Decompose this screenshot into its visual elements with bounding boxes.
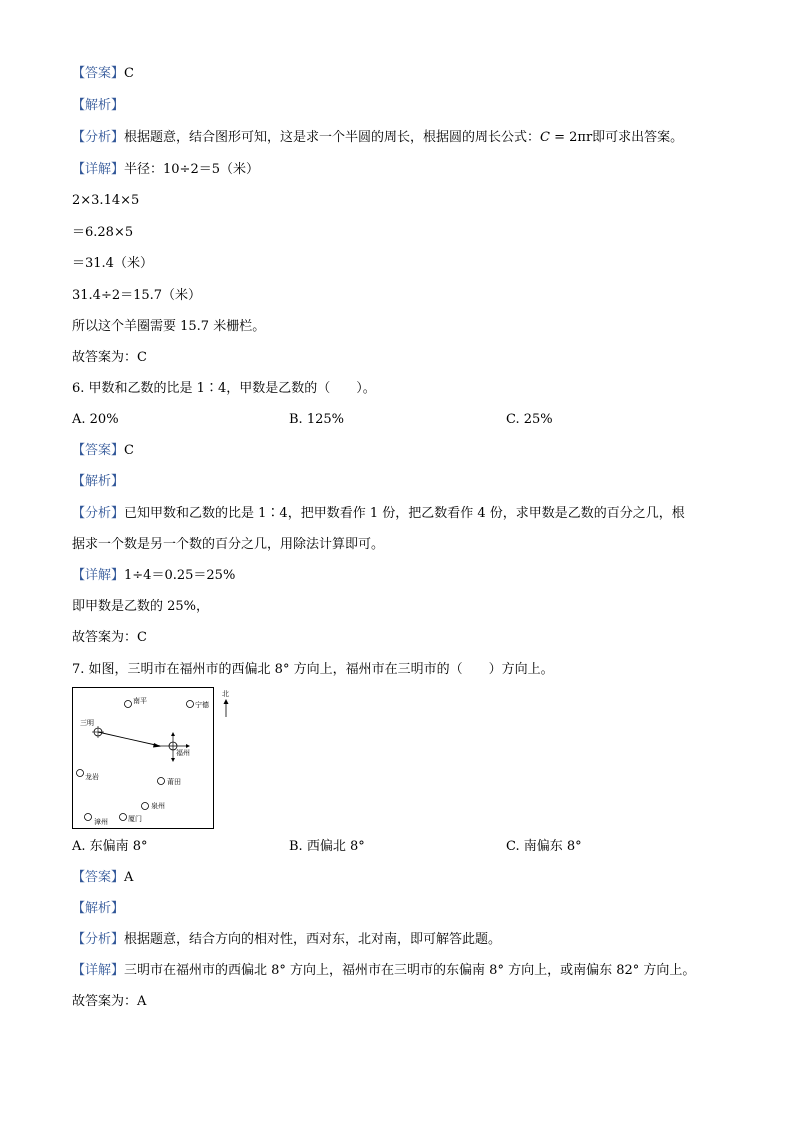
q5-detail-line — [72, 160, 259, 180]
sanming-label: 三明 — [80, 719, 94, 727]
longyan-label: 龙岩 — [85, 773, 99, 781]
q6-detail-line — [72, 566, 235, 586]
q7-option-a: A. 东偏南 8° — [72, 839, 148, 854]
direction-map — [72, 687, 242, 831]
fenxi-tag: 【分析】 — [72, 130, 125, 145]
q7-fenxi-line — [72, 930, 501, 950]
q5-detail-1: 半径：10÷2＝5（米） — [124, 162, 259, 177]
xiangjie-tag: 【详解】 — [72, 963, 125, 978]
q6-option-a: A. 20% — [72, 412, 119, 427]
q6-fenxi-line — [72, 504, 685, 524]
q6-fenxi-2: 据求一个数是另一个数的百分之几，用除法计算即可。 — [72, 537, 385, 552]
q6-answer: C — [124, 443, 134, 458]
q7-answer-line — [72, 868, 133, 888]
q5-formula-right: = 2πr — [549, 130, 593, 145]
q6-question: 6. 甲数和乙数的比是 1∶4，甲数是乙数的（ ）。 — [72, 381, 376, 396]
q5-final: 故答案为：C — [72, 350, 147, 365]
q5-fenxi-line — [72, 128, 683, 148]
zhangzhou-label: 漳州 — [94, 818, 108, 826]
q5-conclusion: 所以这个羊圈需要 15.7 米栅栏。 — [72, 319, 266, 334]
q5-fenxi-text-1: 根据题意，结合图形可知，这是求一个半圆的周长，根据圆的周长公式： — [124, 130, 541, 145]
answer-tag: 【答案】 — [72, 870, 125, 885]
nanping-label: 南平 — [133, 697, 147, 705]
north-arrow-icon — [224, 699, 229, 704]
q5-calc-3: ＝31.4（米） — [72, 256, 153, 271]
q7-analysis-tag — [72, 899, 124, 919]
q6-answer-line — [72, 441, 134, 461]
analysis-tag: 【解析】 — [72, 474, 125, 489]
q6-option-b: B. 125% — [289, 412, 344, 427]
q5-answer: C — [124, 66, 134, 81]
q7-detail-line — [72, 961, 695, 981]
q5-formula-left: C — [540, 130, 550, 145]
quanzhou-label: 泉州 — [151, 802, 165, 810]
q7-detail: 三明市在福州市的西偏北 8° 方向上，福州市在三明市的东偏南 8° 方向上，或南偏东 82° 方向上。 — [124, 963, 696, 978]
q5-calc-1: 2×3.14×5 — [72, 193, 140, 208]
q7-answer: A — [124, 870, 134, 885]
q6-conclusion: 即甲数是乙数的 25%， — [72, 599, 210, 614]
xiangjie-tag: 【详解】 — [72, 568, 125, 583]
analysis-tag: 【解析】 — [72, 901, 125, 916]
q5-answer-line — [72, 64, 134, 84]
fuzhou-label: 福州 — [176, 749, 190, 757]
q7-fenxi: 根据题意，结合方向的相对性，西对东，北对南，即可解答此题。 — [124, 932, 502, 947]
q6-detail: 1÷4＝0.25＝25% — [124, 568, 236, 583]
q5-calc-2: ＝6.28×5 — [72, 225, 134, 240]
q6-analysis-tag — [72, 472, 124, 492]
q7-option-b: B. 西偏北 8° — [289, 839, 365, 854]
q6-option-c: C. 25% — [506, 412, 553, 427]
putian-label: 莆田 — [167, 778, 181, 786]
q5-calc-4: 31.4÷2＝15.7（米） — [72, 288, 202, 303]
xiamen-label: 厦门 — [128, 815, 142, 823]
xiangjie-tag: 【详解】 — [72, 162, 125, 177]
q6-fenxi-1: 已知甲数和乙数的比是 1∶4，把甲数看作 1 份，把乙数看作 4 份，求甲数是乙数的百分之几，根 — [124, 506, 685, 521]
q7-question: 7. 如图，三明市在福州市的西偏北 8° 方向上，福州市在三明市的（ ）方向上。 — [72, 662, 554, 677]
q5-analysis-tag — [72, 96, 124, 116]
answer-tag: 【答案】 — [72, 66, 125, 81]
map-frame — [73, 688, 214, 829]
ningde-label: 宁德 — [195, 701, 209, 709]
q7-final: 故答案为：A — [72, 994, 147, 1009]
fenxi-tag: 【分析】 — [72, 506, 125, 521]
fenxi-tag: 【分析】 — [72, 932, 125, 947]
q5-fenxi-text-2: 即可求出答案。 — [592, 130, 684, 145]
answer-tag: 【答案】 — [72, 443, 125, 458]
q7-option-c: C. 南偏东 8° — [506, 839, 582, 854]
q6-final: 故答案为：C — [72, 630, 147, 645]
north-label: 北 — [222, 690, 229, 698]
analysis-tag: 【解析】 — [72, 98, 125, 113]
